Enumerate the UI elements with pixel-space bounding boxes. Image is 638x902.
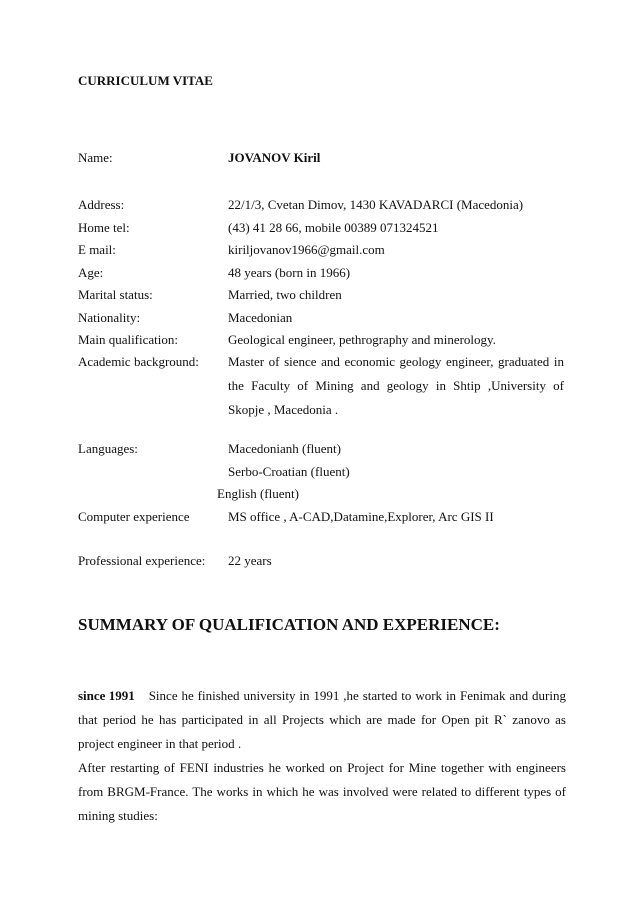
computer-experience-label: Computer experience bbox=[78, 509, 190, 524]
main-qualification-value: Geological engineer, pethrography and minerology. bbox=[228, 332, 496, 347]
home-tel-label: Home tel: bbox=[78, 220, 130, 235]
academic-background-value bbox=[228, 350, 564, 422]
name-label: Name: bbox=[78, 150, 113, 165]
name-value: JOVANOV Kiril bbox=[228, 150, 321, 165]
main-qualification-label: Main qualification: bbox=[78, 332, 179, 347]
experience-paragraph-2 bbox=[78, 756, 566, 828]
email-label: E mail: bbox=[78, 242, 116, 257]
academic-line: Master of sience and economic geology engineer, graduated in bbox=[228, 354, 564, 369]
since-label: since 1991 bbox=[78, 688, 135, 703]
nationality-value: Macedonian bbox=[228, 310, 293, 325]
age-value: 48 years (born in 1966) bbox=[228, 265, 351, 280]
academic-line: Skopje , Macedonia . bbox=[228, 402, 339, 417]
language-item: Macedonianh (fluent) bbox=[228, 441, 341, 456]
language-item: English (fluent) bbox=[217, 486, 299, 501]
home-tel-value: (43) 41 28 66, mobile 00389 071324521 bbox=[228, 220, 439, 235]
academic-background-label: Academic background: bbox=[78, 354, 199, 369]
marital-status-label: Marital status: bbox=[78, 287, 153, 302]
professional-experience-value: 22 years bbox=[228, 553, 272, 568]
address-label: Address: bbox=[78, 197, 125, 212]
paragraph-text: Since he finished university in 1991 ,he started to work in Fenimak and during bbox=[148, 688, 566, 703]
nationality-label: Nationality: bbox=[78, 310, 141, 325]
computer-experience-value: MS office , A-CAD,Datamine,Explorer, Arc GIS II bbox=[228, 509, 494, 524]
academic-line: the Faculty of Mining and geology in Shtip ,University of bbox=[228, 378, 564, 393]
paragraph-line: project engineer in that period . bbox=[78, 736, 242, 751]
marital-status-value: Married, two children bbox=[228, 287, 342, 302]
document-title: CURRICULUM VITAE bbox=[78, 73, 213, 88]
experience-paragraph-1 bbox=[78, 684, 566, 756]
professional-experience-label: Professional experience: bbox=[78, 553, 206, 568]
address-value: 22/1/3, Cvetan Dimov, 1430 KAVADARCI (Macedonia) bbox=[228, 197, 524, 212]
paragraph-line bbox=[78, 684, 566, 708]
language-item: Serbo-Croatian (fluent) bbox=[228, 464, 350, 479]
languages-label: Languages: bbox=[78, 441, 138, 456]
summary-heading: SUMMARY OF QUALIFICATION AND EXPERIENCE: bbox=[78, 615, 500, 634]
paragraph-line: that period he has participated in all Projects which are made for Open pit R` zanovo as bbox=[78, 712, 566, 727]
paragraph-line: After restarting of FENI industries he worked on Project for Mine together with engineers bbox=[78, 760, 566, 775]
age-label: Age: bbox=[78, 265, 104, 280]
paragraph-line: from BRGM-France. The works in which he was involved were related to different types of bbox=[78, 784, 566, 799]
paragraph-line: mining studies: bbox=[78, 808, 158, 823]
email-value: kiriljovanov1966@gmail.com bbox=[228, 242, 385, 257]
